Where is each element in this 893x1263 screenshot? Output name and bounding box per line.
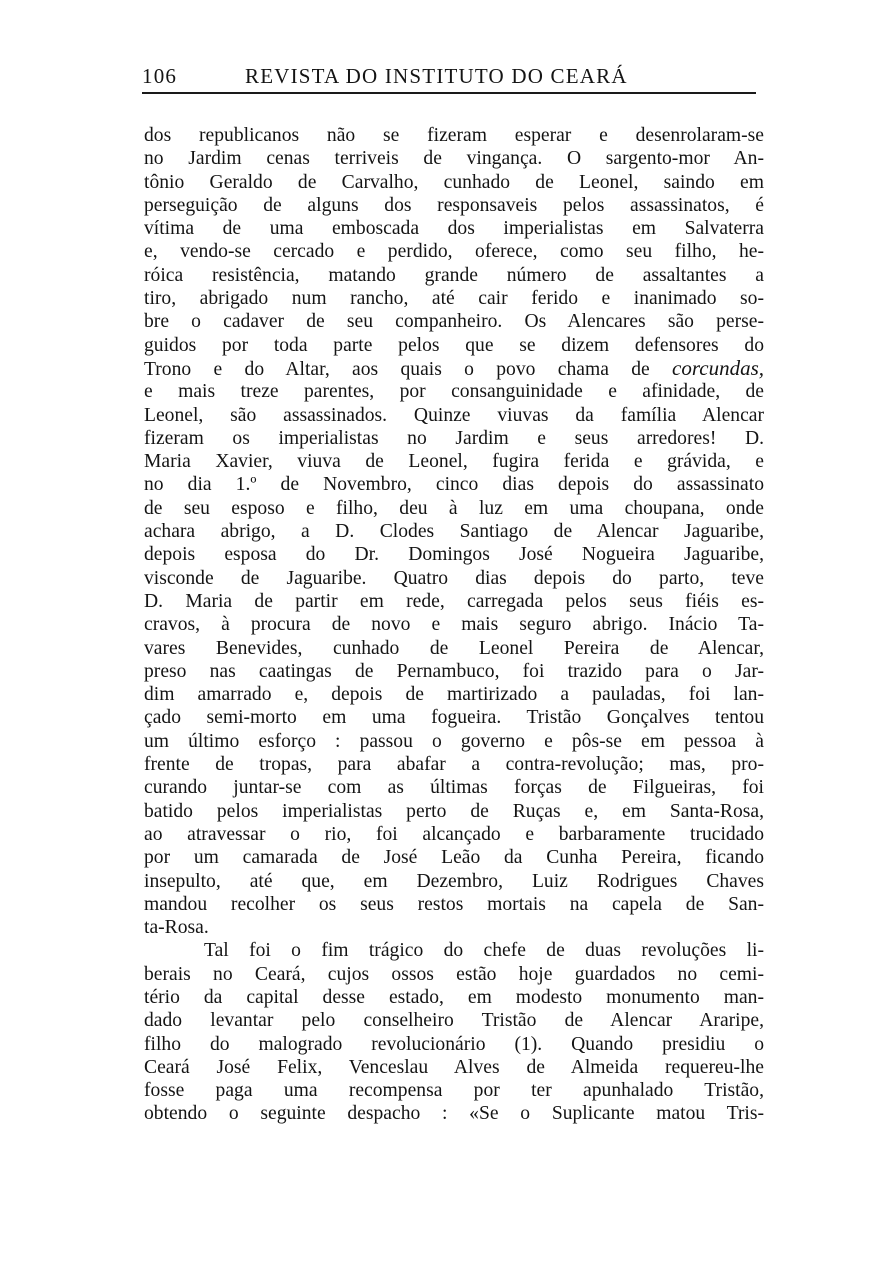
text-line: dim amarrado e, depois de martirizado a pauladas, foi lan- bbox=[144, 684, 764, 706]
text-line: filho do malogrado revolucionário (1). Quando presidiu o bbox=[144, 1033, 764, 1055]
text-line: achara abrigo, a D. Clodes Santiago de Alencar Jaguaribe, bbox=[144, 521, 764, 543]
text-line: Maria Xavier, viuva de Leonel, fugira ferida e grávida, e bbox=[144, 451, 764, 473]
text-line: obtendo o seguinte despacho : «Se o Suplicante matou Tris- bbox=[144, 1103, 764, 1125]
text-line: berais no Ceará, cujos ossos estão hoje guardados no cemi- bbox=[144, 963, 764, 985]
text-line: tônio Geraldo de Carvalho, cunhado de Leonel, saindo em bbox=[144, 171, 764, 193]
text-line: preso nas caatingas de Pernambuco, foi trazido para o Jar- bbox=[144, 660, 764, 682]
text-line: depois esposa do Dr. Domingos José Nogueira Jaguaribe, bbox=[144, 544, 764, 566]
text-line: ao atravessar o rio, foi alcançado e barbaramente trucidado bbox=[144, 823, 764, 845]
text-line: Leonel, são assassinados. Quinze viuvas da família Alencar bbox=[144, 404, 764, 426]
text-line: por um camarada de José Leão da Cunha Pereira, ficando bbox=[144, 847, 764, 869]
text-line: perseguição de alguns dos responsaveis pelos assassinatos, é bbox=[144, 194, 764, 216]
text-line: no Jardim cenas terriveis de vingança. O sargento-mor An- bbox=[144, 148, 764, 170]
text-line: tiro, abrigado num rancho, até cair ferido e inanimado so- bbox=[144, 288, 764, 310]
text-fragment: Trono e do Altar, aos quais o povo chama de bbox=[144, 358, 650, 380]
text-line: um último esforço : passou o governo e pôs-se em pessoa à bbox=[144, 730, 764, 752]
text-line: mandou recolher os seus restos mortais na capela de San- bbox=[144, 893, 764, 915]
text-line-with-italic bbox=[144, 357, 764, 380]
text-line: no dia 1.º de Novembro, cinco dias depois do assassinato bbox=[144, 474, 764, 496]
text-line: vítima de uma emboscada dos imperialistas em Salvaterra bbox=[144, 218, 764, 240]
text-line: bre o cadaver de seu companheiro. Os Alencares são perse- bbox=[144, 311, 764, 333]
text-line: róica resistência, matando grande número de assaltantes a bbox=[144, 264, 764, 286]
body-text bbox=[144, 124, 764, 1126]
text-line: visconde de Jaguaribe. Quatro dias depois do parto, teve bbox=[144, 567, 764, 589]
text-line: tério da capital desse estado, em modesto monumento man- bbox=[144, 986, 764, 1008]
text-line: çado semi-morto em uma fogueira. Tristão Gonçalves tentou bbox=[144, 707, 764, 729]
text-line: frente de tropas, para abafar a contra-revolução; mas, pro- bbox=[144, 754, 764, 776]
text-line: e, vendo-se cercado e perdido, oferece, como seu filho, he- bbox=[144, 241, 764, 263]
italic-word: corcundas, bbox=[672, 355, 764, 380]
text-line: dos republicanos não se fizeram esperar e desenrolaram-se bbox=[144, 125, 764, 146]
journal-title: REVISTA DO INSTITUTO DO CEARÁ bbox=[245, 64, 628, 88]
page-number: 106 bbox=[142, 64, 178, 88]
text-line: de seu esposo e filho, deu à luz em uma choupana, onde bbox=[144, 497, 764, 519]
text-line: Ceará José Felix, Venceslau Alves de Almeida requereu-lhe bbox=[144, 1056, 764, 1078]
text-line: vares Benevides, cunhado de Leonel Pereira de Alencar, bbox=[144, 637, 764, 659]
text-line: guidos por toda parte pelos que se dizem defensores do bbox=[144, 334, 764, 356]
text-line: fizeram os imperialistas no Jardim e seus arredores! D. bbox=[144, 427, 764, 449]
text-line: insepulto, até que, em Dezembro, Luiz Rodrigues Chaves bbox=[144, 870, 764, 892]
text-line: e mais treze parentes, por consanguinidade e afinidade, de bbox=[144, 381, 764, 403]
text-line: batido pelos imperialistas perto de Ruças e, em Santa-Rosa, bbox=[144, 800, 764, 822]
text-line: D. Maria de partir em rede, carregada pelos seus fiéis es- bbox=[144, 590, 764, 612]
text-line: fosse paga uma recompensa por ter apunhalado Tristão, bbox=[144, 1080, 764, 1102]
running-header bbox=[142, 62, 756, 94]
paragraph-start-line: Tal foi o fim trágico do chefe de duas revoluções li- bbox=[204, 940, 764, 962]
text-line: curando juntar-se com as últimas forças de Filgueiras, foi bbox=[144, 777, 764, 799]
text-line: dado levantar pelo conselheiro Tristão de Alencar Araripe, bbox=[144, 1010, 764, 1032]
paragraph-end-line: ta-Rosa. bbox=[144, 917, 209, 939]
text-line: cravos, à procura de novo e mais seguro abrigo. Inácio Ta- bbox=[144, 614, 764, 636]
